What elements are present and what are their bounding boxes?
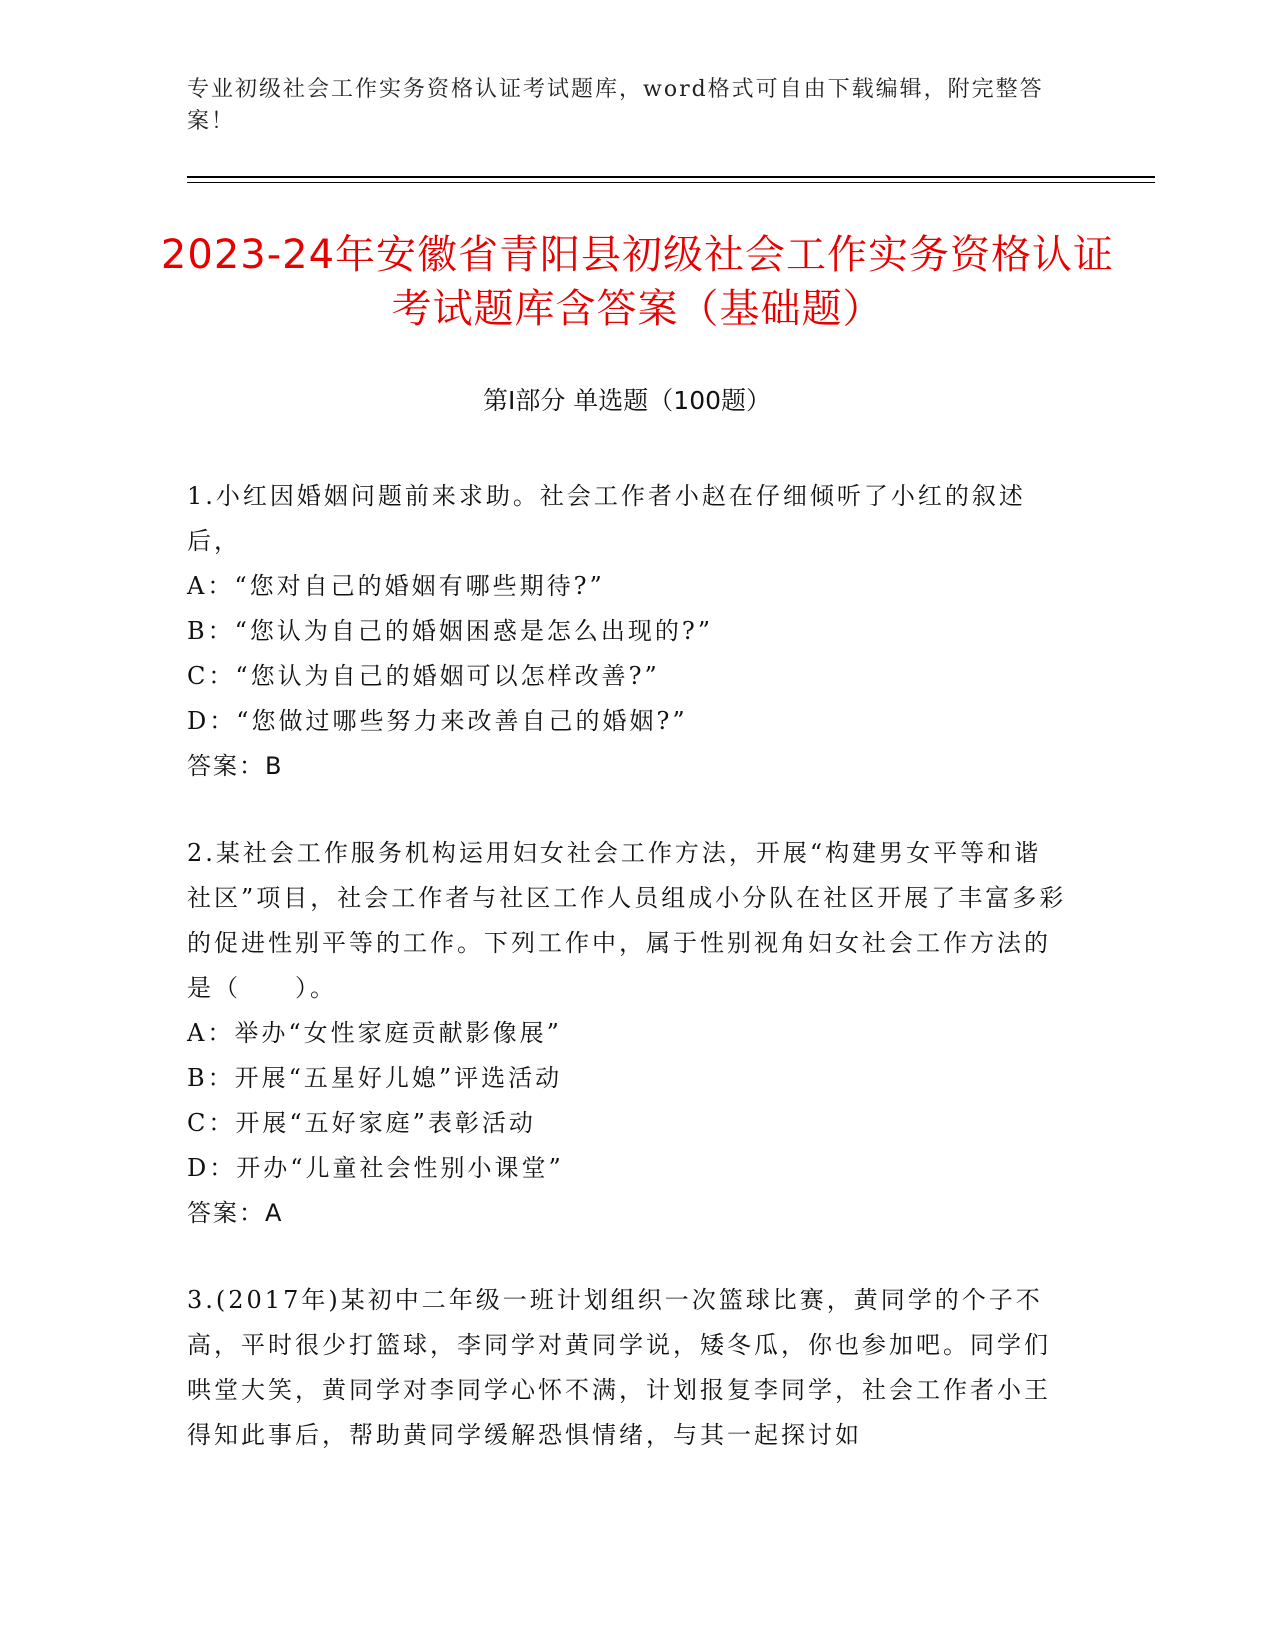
option-d: D：“您做过哪些努力来改善自己的婚姻?” xyxy=(187,707,688,735)
section-title: 第Ⅰ部分 单选题（100题） xyxy=(482,386,772,415)
question-list xyxy=(187,474,1067,1500)
option-c: C：“您认为自己的婚姻可以怎样改善?” xyxy=(187,662,660,690)
answer-text: 答案：B xyxy=(187,752,284,780)
option-a: A：举办“女性家庭贡献影像展” xyxy=(187,1019,562,1047)
question-stem: 2.某社会工作服务机构运用妇女社会工作方法，开展“构建男女平等和谐社区”项目，社会工作者与社区工作人员组成小分队在社区开展了丰富多彩的促进性别平等的工作。下列工作中，属于性别视角妇女社会工作方法的是（ ）。 xyxy=(187,839,1067,1002)
question-stem: 1.小红因婚姻问题前来求助。社会工作者小赵在仔细倾听了小红的叙述后， xyxy=(187,482,1026,555)
option-b: B：开展“五星好儿媳”评选活动 xyxy=(187,1064,563,1092)
question-1 xyxy=(187,474,1067,789)
header-note: 专业初级社会工作实务资格认证考试题库，word格式可自由下载编辑，附完整答案！ xyxy=(187,77,1044,134)
option-c: C：开展“五好家庭”表彰活动 xyxy=(187,1109,536,1137)
option-b: B：“您认为自己的婚姻困惑是怎么出现的?” xyxy=(187,617,714,645)
header-divider-thin xyxy=(187,182,1155,183)
answer-text: 答案：A xyxy=(187,1199,284,1227)
question-2 xyxy=(187,831,1067,1236)
question-3 xyxy=(187,1278,1067,1458)
option-a: A：“您对自己的婚姻有哪些期待?” xyxy=(187,572,605,600)
option-d: D：开办“儿童社会性别小课堂” xyxy=(187,1154,564,1182)
header-divider-thick xyxy=(187,176,1155,178)
question-stem: 3.(2017年)某初中二年级一班计划组织一次篮球比赛，黄同学的个子不高，平时很少打篮球，李同学对黄同学说，矮冬瓜，你也参加吧。同学们哄堂大笑，黄同学对李同学心怀不满，计划报复李同学，社会工作者小王得知此事后，帮助黄同学缓解恐惧情绪，与其一起探讨如 xyxy=(187,1286,1051,1449)
document-title: 2023-24年安徽省青阳县初级社会工作实务资格认证考试题库含答案（基础题） xyxy=(160,232,1115,332)
